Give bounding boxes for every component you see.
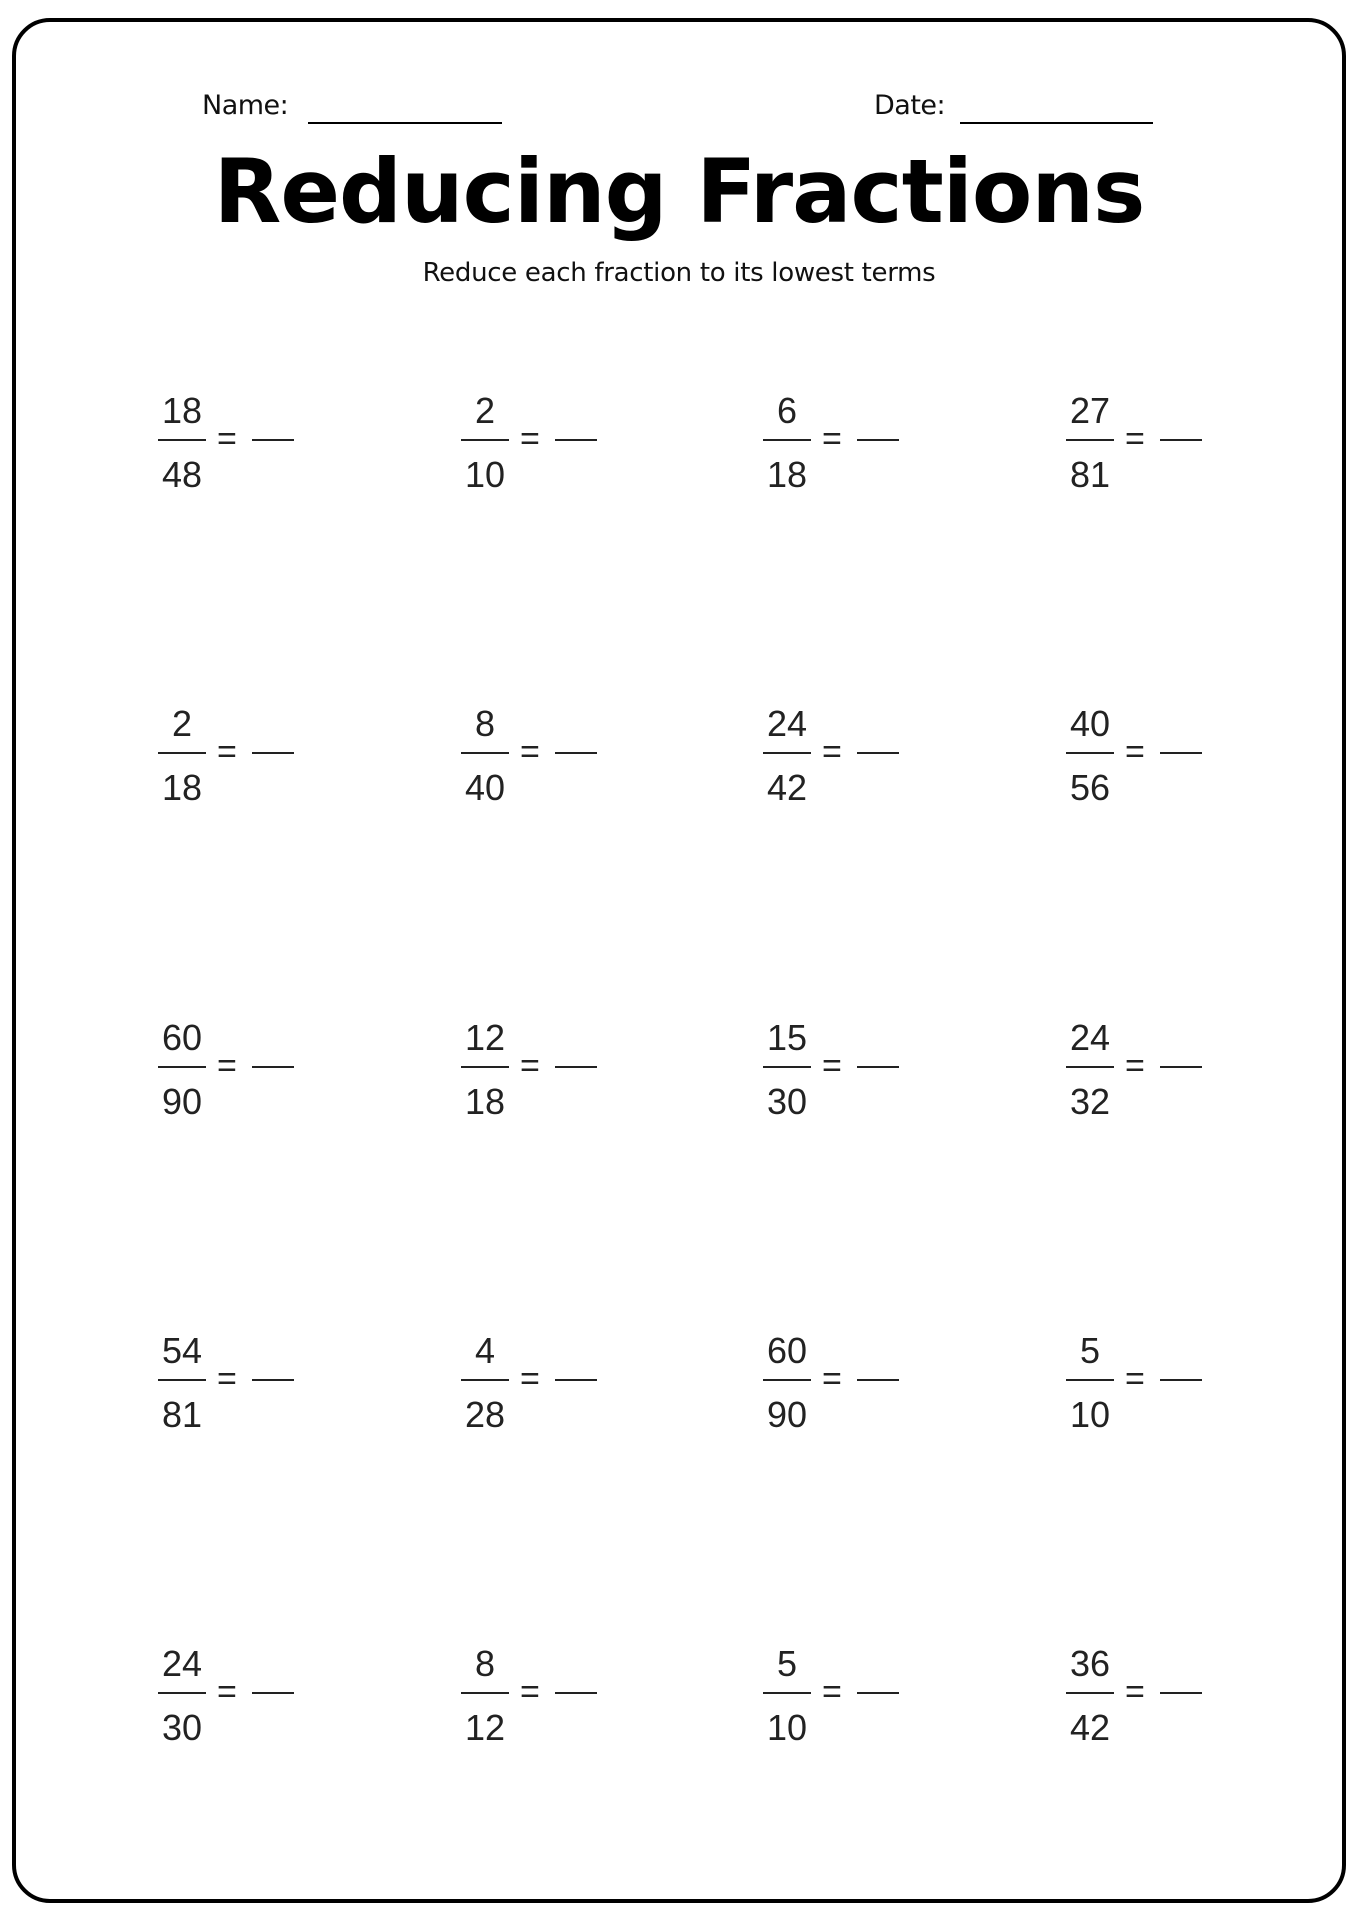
fraction-bar <box>763 1692 811 1694</box>
equals-sign: = <box>520 1360 540 1398</box>
equals-sign: = <box>520 1673 540 1711</box>
denominator: 30 <box>161 1707 203 1748</box>
numerator: 24 <box>1069 1017 1111 1058</box>
denominator: 48 <box>161 454 203 495</box>
equals-sign: = <box>822 733 842 771</box>
fraction-problem <box>763 1643 923 1756</box>
numerator: 24 <box>161 1643 203 1684</box>
answer-blank[interactable] <box>252 439 294 441</box>
fraction-bar <box>1066 1692 1114 1694</box>
answer-blank[interactable] <box>857 1066 899 1068</box>
fraction-problem <box>461 1017 621 1130</box>
numerator: 2 <box>171 703 193 744</box>
denominator: 10 <box>1069 1394 1111 1435</box>
fraction-problem <box>158 1330 318 1443</box>
equals-sign: = <box>1125 733 1145 771</box>
numerator: 24 <box>766 703 808 744</box>
fraction-problem <box>763 1017 923 1130</box>
fraction-problem <box>1066 390 1226 503</box>
answer-blank[interactable] <box>555 1379 597 1381</box>
answer-blank[interactable] <box>857 439 899 441</box>
fraction-bar <box>763 1379 811 1381</box>
fraction-bar <box>1066 752 1114 754</box>
fraction-bar <box>1066 1066 1114 1068</box>
answer-blank[interactable] <box>857 1692 899 1694</box>
equals-sign: = <box>822 1673 842 1711</box>
fraction-problem <box>1066 703 1226 816</box>
answer-blank[interactable] <box>1160 1379 1202 1381</box>
answer-blank[interactable] <box>555 1692 597 1694</box>
denominator: 90 <box>766 1394 808 1435</box>
equals-sign: = <box>520 420 540 458</box>
numerator: 8 <box>474 1643 496 1684</box>
fraction-problem <box>763 703 923 816</box>
numerator: 40 <box>1069 703 1111 744</box>
answer-blank[interactable] <box>1160 439 1202 441</box>
answer-blank[interactable] <box>1160 752 1202 754</box>
fraction-bar <box>158 752 206 754</box>
answer-blank[interactable] <box>1160 1692 1202 1694</box>
answer-blank[interactable] <box>252 1379 294 1381</box>
fraction-problem <box>1066 1643 1226 1756</box>
denominator: 32 <box>1069 1081 1111 1122</box>
answer-blank[interactable] <box>555 752 597 754</box>
equals-sign: = <box>217 1047 237 1085</box>
denominator: 42 <box>766 767 808 808</box>
denominator: 18 <box>464 1081 506 1122</box>
fraction-problem <box>1066 1330 1226 1443</box>
page-title: Reducing Fractions <box>213 140 1145 243</box>
fraction-bar <box>763 439 811 441</box>
denominator: 18 <box>161 767 203 808</box>
numerator: 5 <box>1079 1330 1101 1371</box>
denominator: 18 <box>766 454 808 495</box>
fraction-bar <box>763 752 811 754</box>
denominator: 12 <box>464 1707 506 1748</box>
fraction-problem <box>461 390 621 503</box>
date-field[interactable] <box>960 122 1153 124</box>
fraction-bar <box>461 1379 509 1381</box>
numerator: 12 <box>464 1017 506 1058</box>
fraction-bar <box>158 1379 206 1381</box>
fraction-bar <box>1066 439 1114 441</box>
denominator: 81 <box>161 1394 203 1435</box>
numerator: 8 <box>474 703 496 744</box>
answer-blank[interactable] <box>857 1379 899 1381</box>
numerator: 60 <box>161 1017 203 1058</box>
fraction-problem <box>763 390 923 503</box>
denominator: 28 <box>464 1394 506 1435</box>
fraction-bar <box>763 1066 811 1068</box>
worksheet-border <box>12 18 1346 1903</box>
equals-sign: = <box>217 1673 237 1711</box>
denominator: 30 <box>766 1081 808 1122</box>
fraction-problem <box>1066 1017 1226 1130</box>
fraction-problem <box>461 703 621 816</box>
fraction-bar <box>461 752 509 754</box>
fraction-bar <box>1066 1379 1114 1381</box>
answer-blank[interactable] <box>252 1066 294 1068</box>
fraction-problem <box>158 703 318 816</box>
name-field[interactable] <box>308 122 502 124</box>
denominator: 10 <box>464 454 506 495</box>
fraction-bar <box>461 1692 509 1694</box>
fraction-problem <box>158 390 318 503</box>
denominator: 42 <box>1069 1707 1111 1748</box>
equals-sign: = <box>1125 1047 1145 1085</box>
equals-sign: = <box>822 1047 842 1085</box>
denominator: 81 <box>1069 454 1111 495</box>
fraction-bar <box>461 439 509 441</box>
instructions: Reduce each fraction to its lowest terms <box>422 258 936 288</box>
answer-blank[interactable] <box>555 1066 597 1068</box>
answer-blank[interactable] <box>252 1692 294 1694</box>
fraction-problem <box>158 1643 318 1756</box>
equals-sign: = <box>822 1360 842 1398</box>
fraction-bar <box>461 1066 509 1068</box>
answer-blank[interactable] <box>252 752 294 754</box>
numerator: 6 <box>776 390 798 431</box>
name-label: Name: <box>202 90 289 121</box>
fraction-bar <box>158 1066 206 1068</box>
numerator: 4 <box>474 1330 496 1371</box>
equals-sign: = <box>1125 1360 1145 1398</box>
equals-sign: = <box>217 420 237 458</box>
equals-sign: = <box>1125 1673 1145 1711</box>
denominator: 40 <box>464 767 506 808</box>
equals-sign: = <box>822 420 842 458</box>
equals-sign: = <box>217 1360 237 1398</box>
answer-blank[interactable] <box>1160 1066 1202 1068</box>
numerator: 54 <box>161 1330 203 1371</box>
denominator: 90 <box>161 1081 203 1122</box>
denominator: 56 <box>1069 767 1111 808</box>
numerator: 15 <box>766 1017 808 1058</box>
denominator: 10 <box>766 1707 808 1748</box>
equals-sign: = <box>1125 420 1145 458</box>
numerator: 18 <box>161 390 203 431</box>
equals-sign: = <box>217 733 237 771</box>
fraction-bar <box>158 1692 206 1694</box>
numerator: 60 <box>766 1330 808 1371</box>
fraction-problem <box>461 1330 621 1443</box>
numerator: 5 <box>776 1643 798 1684</box>
answer-blank[interactable] <box>555 439 597 441</box>
numerator: 36 <box>1069 1643 1111 1684</box>
fraction-problem <box>158 1017 318 1130</box>
fraction-bar <box>158 439 206 441</box>
numerator: 2 <box>474 390 496 431</box>
equals-sign: = <box>520 733 540 771</box>
fraction-problem <box>763 1330 923 1443</box>
equals-sign: = <box>520 1047 540 1085</box>
numerator: 27 <box>1069 390 1111 431</box>
fraction-problem <box>461 1643 621 1756</box>
answer-blank[interactable] <box>857 752 899 754</box>
date-label: Date: <box>874 90 946 121</box>
